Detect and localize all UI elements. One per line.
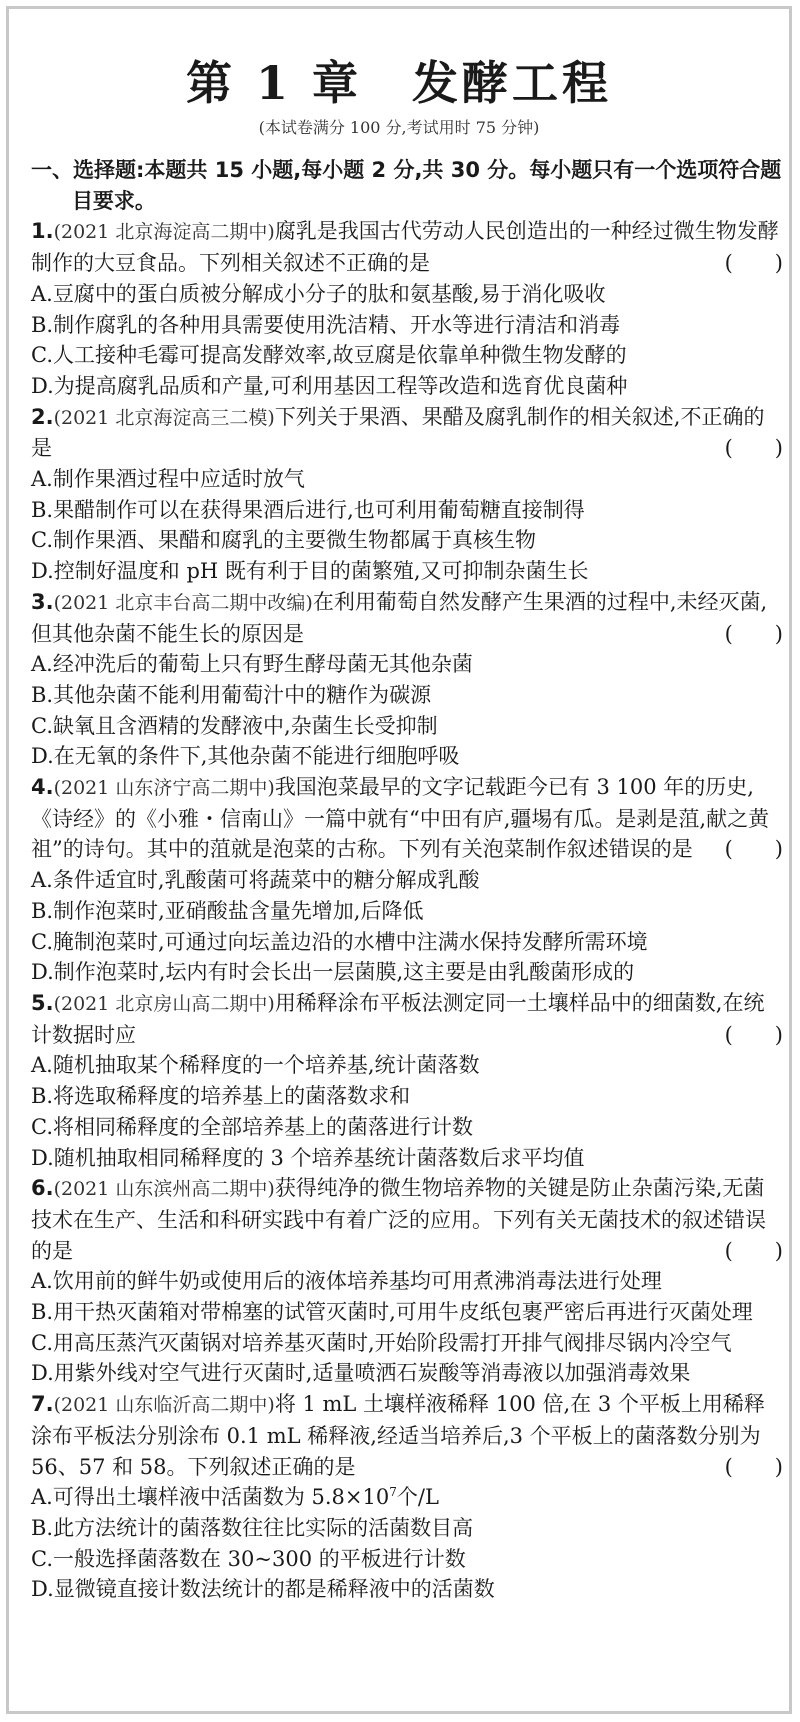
question-text: 我国泡菜最早的文字记载距今已有 3 100 年的历史,《诗经》的《小雅・信南山》一篇中就有“中田有庐,疆埸有瓜。是剥是菹,献之黄祖”的诗句。其中的菹就是泡菜的古称。下列有关泡菜制作叙述错误的是	[31, 775, 770, 862]
option-D: D.显微镜直接计数法统计的都是稀释液中的活菌数	[31, 1577, 495, 1602]
answer-bracket: ( )	[724, 436, 783, 461]
question-text: 腐乳是我国古代劳动人民创造出的一种经过微生物发酵制作的大豆食品。下列相关叙述不正确的是	[31, 219, 779, 276]
question-4	[31, 772, 783, 988]
question-text: 用稀释涂布平板法测定同一土壤样品中的细菌数,在统计数据时应	[31, 990, 765, 1047]
answer-bracket-line	[31, 433, 783, 464]
question-2	[31, 402, 783, 587]
option-B: B.制作腐乳的各种用具需要使用洗洁精、开水等进行清洁和消毒	[31, 312, 621, 337]
question-3	[31, 587, 783, 772]
option-D: D.为提高腐乳品质和产量,可利用基因工程等改造和选育优良菌种	[31, 373, 628, 398]
option-B: B.果醋制作可以在获得果酒后进行,也可利用葡萄糖直接制得	[31, 497, 585, 522]
option-C: C.将相同稀释度的全部培养基上的菌落进行计数	[31, 1114, 473, 1139]
option-D: D.随机抽取相同稀释度的 3 个培养基统计菌落数后求平均值	[31, 1145, 585, 1170]
question-1	[31, 216, 783, 401]
page-title: 第 1 章 发酵工程	[185, 56, 613, 110]
answer-bracket: ( )	[724, 251, 783, 276]
option-C: C.人工接种毛霉可提高发酵效率,故豆腐是依靠单种微生物发酵的	[31, 343, 627, 368]
question-source: (2021 山东临沂高二期中)	[53, 1394, 275, 1417]
option-D: D.控制好温度和 pH 既有利于目的菌繁殖,又可抑制杂菌生长	[31, 559, 589, 584]
option-C: C.缺氧且含酒精的发酵液中,杂菌生长受抑制	[31, 713, 438, 738]
question-number: 1.	[31, 219, 54, 244]
question-number: 6.	[31, 1176, 54, 1201]
exam-page	[6, 6, 792, 1714]
option-A: A.制作果酒过程中应适时放气	[31, 467, 305, 492]
answer-bracket-line	[31, 1020, 783, 1051]
section-heading: 一、选择题:本题共 15 小题,每小题 2 分,共 30 分。每小题只有一个选项符合题目要求。	[31, 158, 782, 213]
question-number: 3.	[31, 589, 54, 614]
option-B: B.其他杂菌不能利用葡萄汁中的糖作为碳源	[31, 682, 432, 707]
question-text: 获得纯净的微生物培养物的关键是防止杂菌污染,无菌技术在生产、生活和科研实践中有着广泛的应用。下列有关无菌技术的叙述错误的是	[31, 1176, 766, 1263]
question-source: (2021 山东滨州高二期中)	[53, 1178, 275, 1201]
question-7	[31, 1389, 783, 1605]
option-A: A.饮用前的鲜牛奶或使用后的液体培养基均可用煮沸消毒法进行处理	[31, 1269, 662, 1294]
answer-bracket: ( )	[724, 621, 783, 646]
question-6	[31, 1173, 783, 1389]
option-C: C.用高压蒸汽灭菌锅对培养基灭菌时,开始阶段需打开排气阀排尽锅内冷空气	[31, 1330, 732, 1355]
question-source: (2021 北京海淀高三二模)	[53, 406, 275, 429]
answer-bracket: ( )	[724, 1238, 783, 1263]
question-number: 7.	[31, 1392, 54, 1417]
option-B: B.此方法统计的菌落数往往比实际的活菌数目高	[31, 1515, 474, 1540]
question-stem	[31, 772, 783, 865]
answer-bracket: ( )	[724, 837, 783, 862]
question-text: 下列关于果酒、果醋及腐乳制作的相关叙述,不正确的是	[31, 404, 765, 461]
question-source: (2021 北京丰台高二期中改编)	[53, 591, 313, 614]
option-C: C.腌制泡菜时,可通过向坛盖边沿的水槽中注满水保持发酵所需环境	[31, 929, 648, 954]
answer-bracket: ( )	[724, 1454, 783, 1479]
question-5	[31, 988, 783, 1173]
question-text: 将 1 mL 土壤样液稀释 100 倍,在 3 个平板上用稀释涂布平板法分别涂布 0.1 mL 稀释液,经适当培养后,3 个平板上的菌落数分别为 56、57 和 58。下列叙述正确的是	[31, 1392, 765, 1479]
option-C: C.一般选择菌落数在 30~300 的平板进行计数	[31, 1546, 466, 1571]
question-source: (2021 山东济宁高二期中)	[53, 777, 275, 800]
option-A: A.可得出土壤样液中活菌数为 $5.8\times 10^7$个/L	[31, 1485, 439, 1510]
option-D: D.在无氧的条件下,其他杂菌不能进行细胞呼吸	[31, 744, 460, 769]
answer-bracket: ( )	[724, 1022, 783, 1047]
exam-content	[31, 155, 783, 1605]
option-B: B.用干热灭菌箱对带棉塞的试管灭菌时,可用牛皮纸包裹严密后再进行灭菌处理	[31, 1300, 753, 1325]
option-A: A.经冲洗后的葡萄上只有野生酵母菌无其他杂菌	[31, 652, 473, 677]
option-B: B.将选取稀释度的培养基上的菌落数求和	[31, 1084, 411, 1109]
option-D: D.用紫外线对空气进行灭菌时,适量喷洒石炭酸等消毒液以加强消毒效果	[31, 1361, 691, 1386]
option-C: C.制作果酒、果醋和腐乳的主要微生物都属于真核生物	[31, 528, 536, 553]
option-B: B.制作泡菜时,亚硝酸盐含量先增加,后降低	[31, 898, 424, 923]
question-number: 5.	[31, 990, 54, 1015]
question-text: 在利用葡萄自然发酵产生果酒的过程中,未经灭菌,但其他杂菌不能生长的原因是	[31, 589, 768, 646]
option-A: A.条件适宜时,乳酸菌可将蔬菜中的糖分解成乳酸	[31, 868, 480, 893]
exam-info: (本试卷满分 100 分,考试用时 75 分钟)	[258, 118, 540, 137]
question-number: 4.	[31, 775, 54, 800]
option-A: A.豆腐中的蛋白质被分解成小分子的肽和氨基酸,易于消化吸收	[31, 281, 606, 306]
question-source: (2021 北京房山高二期中)	[53, 992, 275, 1015]
question-list	[31, 216, 783, 1605]
question-source: (2021 北京海淀高二期中)	[53, 221, 275, 244]
question-number: 2.	[31, 404, 54, 429]
option-D: D.制作泡菜时,坛内有时会长出一层菌膜,这主要是由乳酸菌形成的	[31, 960, 635, 985]
option-A: A.随机抽取某个稀释度的一个培养基,统计菌落数	[31, 1053, 480, 1078]
answer-bracket-line	[31, 1236, 783, 1267]
